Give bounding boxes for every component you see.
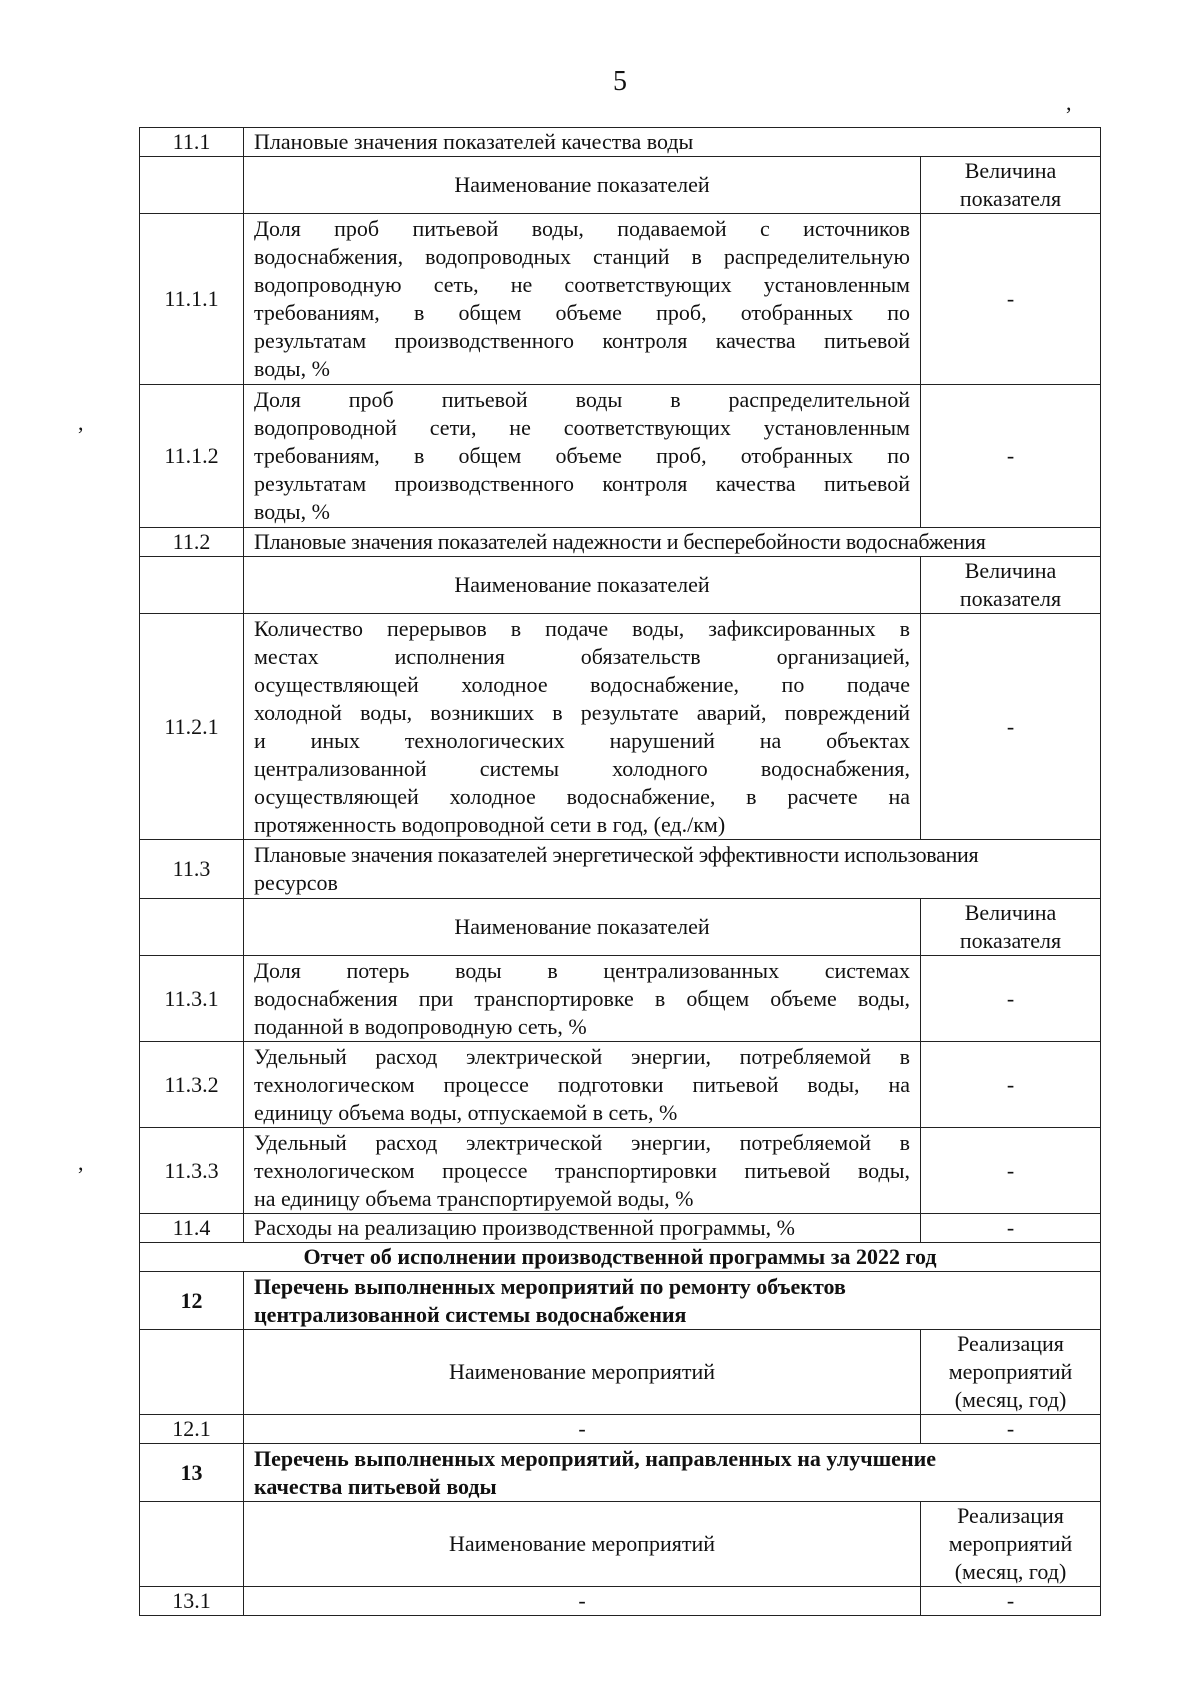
row-number: 11.3.3 [140, 1128, 244, 1214]
row-number: 13.1 [140, 1587, 244, 1616]
table-header-row [140, 557, 1101, 614]
header-name-measures: Наименование мероприятий [244, 1502, 921, 1587]
table-row [140, 614, 1101, 840]
indicator-value: - [920, 1128, 1100, 1214]
section-title: Плановые значения показателей надежности и бесперебойности водоснабжения [244, 528, 1101, 557]
table-row [140, 528, 1101, 557]
scan-mark: , [78, 1150, 84, 1175]
indicator-value: - [920, 614, 1100, 840]
indicator-value: - [920, 385, 1100, 528]
table-row [140, 1587, 1101, 1616]
scan-mark: , [1066, 90, 1072, 115]
indicator-description: Доля потерь воды в централизованных системах водоснабжения при транспортировке в общем объеме воды, поданной в водопроводную сеть, % [244, 956, 921, 1042]
row-number: 11.1.2 [140, 385, 244, 528]
table-header-row [140, 899, 1101, 956]
page-number: 5 [613, 66, 627, 97]
table-row [140, 1243, 1101, 1272]
measure-realization: - [920, 1587, 1100, 1616]
table-row [140, 214, 1101, 385]
measure-name: - [244, 1415, 921, 1444]
indicator-description: Доля проб питьевой воды, подаваемой с источников водоснабжения, водопроводных станций в распределительную водопроводную сеть, не соответствующих установленным требованиям, в общем объеме проб, отобранных по результатам производственного контроля качества питьевой воды, % [244, 214, 921, 385]
header-value-indicator: Величина показателя [920, 157, 1100, 214]
scan-mark: , [78, 410, 84, 435]
row-number: 11.3.1 [140, 956, 244, 1042]
header-realization: Реализация мероприятий (месяц, год) [920, 1502, 1100, 1587]
row-number: 11.2 [140, 528, 244, 557]
report-heading: Отчет об исполнении производственной программы за 2022 год [140, 1243, 1101, 1272]
section-title: Плановые значения показателей качества воды [244, 128, 1101, 157]
section-title: Перечень выполненных мероприятий, направленных на улучшение качества питьевой воды [244, 1444, 1101, 1502]
indicators-table [139, 127, 1101, 1616]
row-number: 11.3 [140, 840, 244, 899]
indicator-description: Доля проб питьевой воды в распределительной водопроводной сети, не соответствующих установленным требованиям, в общем объеме проб, отобранных по результатам производственного контроля качества питьевой воды, % [244, 385, 921, 528]
section-title: Перечень выполненных мероприятий по ремонту объектов централизованной системы водоснабжения [244, 1272, 1101, 1330]
measure-realization: - [920, 1415, 1100, 1444]
measure-name: - [244, 1587, 921, 1616]
table-header-row [140, 157, 1101, 214]
table-row [140, 840, 1101, 899]
row-number: 11.3.2 [140, 1042, 244, 1128]
row-number: 12 [140, 1272, 244, 1330]
row-number: 12.1 [140, 1415, 244, 1444]
header-realization: Реализация мероприятий (месяц, год) [920, 1330, 1100, 1415]
header-name-indicators: Наименование показателей [244, 899, 921, 956]
section-title: Плановые значения показателей энергетической эффективности использования ресурсов [244, 840, 1101, 899]
header-name-indicators: Наименование показателей [244, 157, 921, 214]
table-row [140, 128, 1101, 157]
table-row [140, 385, 1101, 528]
indicator-description: Количество перерывов в подаче воды, зафиксированных в местах исполнения обязательств организацией, осуществляющей холодное водоснабжение, по подаче холодной воды, возникших в результате аварий, повреждений и иных технологических нарушений на объектах централизованной системы холодного водоснабжения, осуществляющей холодное водоснабжение, в расчете на протяженность водопроводной сети в год, (ед./км) [244, 614, 921, 840]
row-number: 13 [140, 1444, 244, 1502]
header-name-indicators: Наименование показателей [244, 557, 921, 614]
table-row [140, 956, 1101, 1042]
table-row [140, 1214, 1101, 1243]
row-number: 11.2.1 [140, 614, 244, 840]
indicator-description: Удельный расход электрической энергии, потребляемой в технологическом процессе подготовки питьевой воды, на единицу объема воды, отпускаемой в сеть, % [244, 1042, 921, 1128]
table-row [140, 1272, 1101, 1330]
table-header-row [140, 1502, 1101, 1587]
indicator-description: Расходы на реализацию производственной программы, % [244, 1214, 921, 1243]
indicator-value: - [920, 1042, 1100, 1128]
table-row [140, 1415, 1101, 1444]
table-header-row [140, 1330, 1101, 1415]
indicator-value: - [920, 1214, 1100, 1243]
table-row [140, 1042, 1101, 1128]
indicator-description: Удельный расход электрической энергии, потребляемой в технологическом процессе транспортировки питьевой воды, на единицу объема транспортируемой воды, % [244, 1128, 921, 1214]
header-name-measures: Наименование мероприятий [244, 1330, 921, 1415]
header-value-indicator: Величина показателя [920, 899, 1100, 956]
row-number: 11.1 [140, 128, 244, 157]
indicator-value: - [920, 956, 1100, 1042]
header-value-indicator: Величина показателя [920, 557, 1100, 614]
table-row [140, 1128, 1101, 1214]
row-number: 11.4 [140, 1214, 244, 1243]
indicator-value: - [920, 214, 1100, 385]
row-number: 11.1.1 [140, 214, 244, 385]
table-row [140, 1444, 1101, 1502]
